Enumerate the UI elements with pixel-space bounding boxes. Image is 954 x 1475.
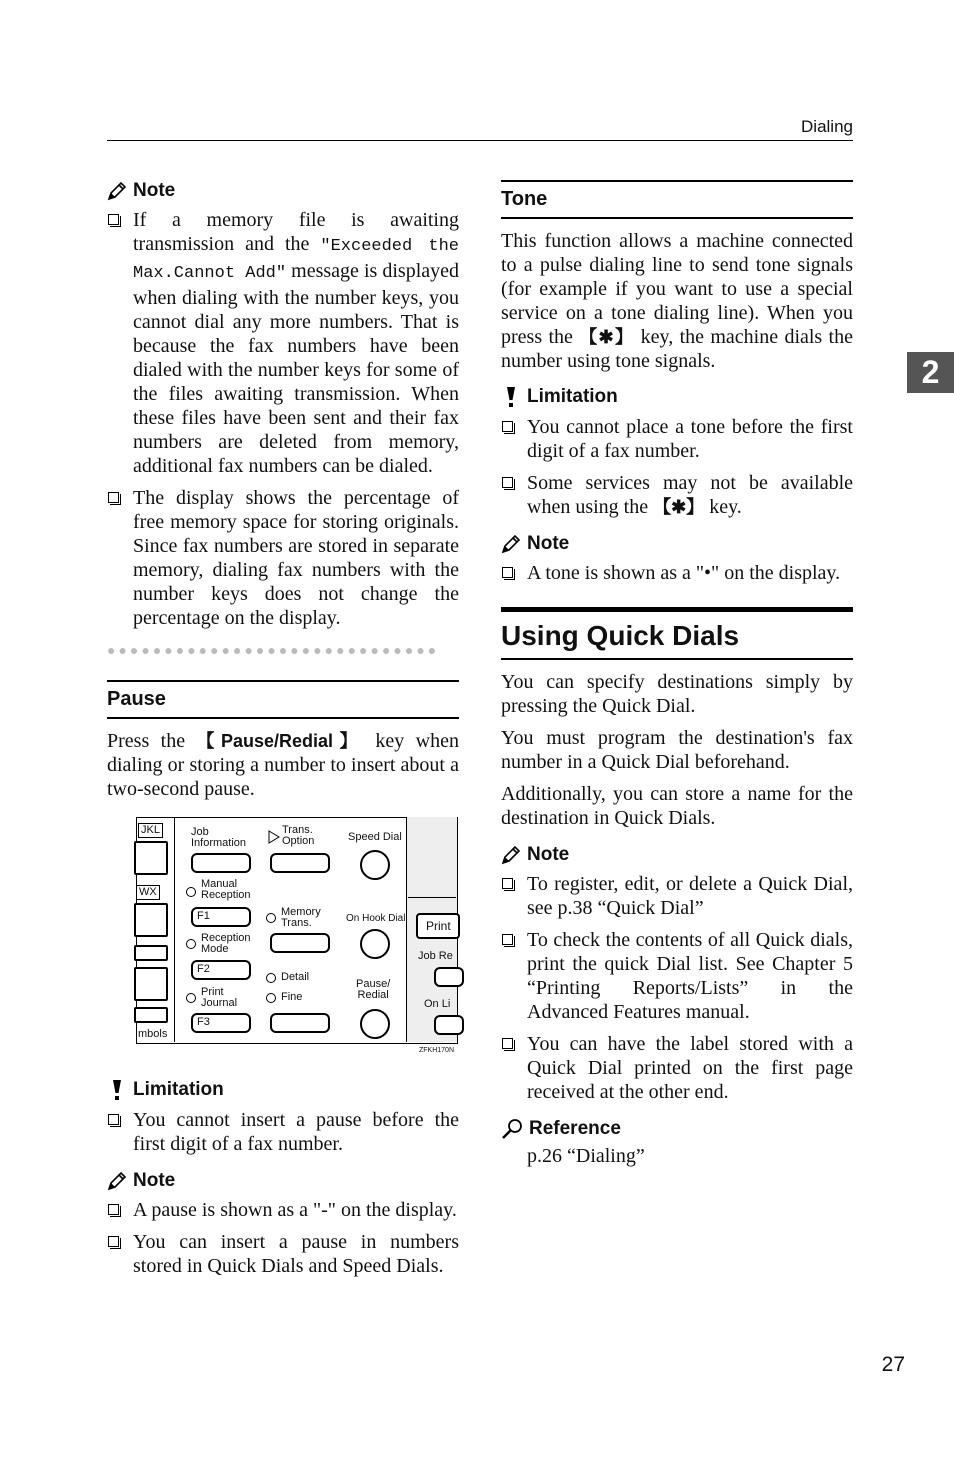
header-rule — [107, 140, 853, 141]
text-span: F3 — [197, 1016, 210, 1028]
trans-option-key[interactable] — [270, 853, 330, 873]
on-hook-dial-label: On Hook Dial — [346, 913, 406, 924]
quick-dials-paragraph: You must program the destination's fax number in a Quick Dial beforehand. — [501, 727, 853, 773]
text-span: This function allows a machine connected to a pulse dialing line to send tone signals (for example if you want to use a special service on a tone dialing line). When you press the — [501, 230, 853, 348]
note-item — [501, 1032, 853, 1104]
note-item — [107, 1198, 459, 1222]
pencil-icon — [501, 534, 521, 554]
memory-trans-key[interactable] — [270, 933, 330, 953]
exclamation-icon — [501, 385, 521, 409]
note-item — [501, 928, 853, 1024]
text-span: Reception — [201, 932, 251, 944]
text-span: F2 — [197, 963, 210, 975]
checkbox-bullet-icon — [502, 934, 513, 945]
text-span: Pause/ — [356, 978, 391, 990]
pencil-icon — [501, 845, 521, 865]
text-span: If a memory file is awaiting transmission and the — [133, 209, 459, 255]
note-item — [501, 561, 853, 585]
text-span: Reference — [529, 1118, 621, 1139]
note-item — [107, 486, 459, 630]
on-line-label: On Li — [424, 998, 451, 1010]
section-title: Using Quick Dials — [501, 607, 853, 660]
figure-code: ZFKH170N — [419, 1047, 455, 1054]
led-indicator-icon — [186, 939, 196, 949]
pause-heading: Pause — [107, 680, 459, 719]
note-item — [107, 208, 459, 478]
text-span: Note — [527, 844, 570, 865]
chapter-tab: 2 — [907, 352, 954, 393]
limitation-item — [501, 471, 853, 519]
note-label — [501, 844, 853, 866]
led-indicator-icon — [266, 913, 276, 923]
print-key[interactable] — [416, 913, 460, 939]
job-info-key[interactable] — [191, 853, 251, 873]
checkbox-bullet-icon — [108, 492, 119, 503]
dotted-separator: ●●●●●●●●●●●●●●●●●●●●●●●●●●●●● — [107, 644, 440, 658]
pencil-icon — [107, 1171, 127, 1191]
checkbox-bullet-icon — [108, 214, 119, 225]
text-span: Some services may not be available when using the — [527, 472, 853, 518]
text-span: Limitation — [527, 386, 618, 407]
note-item — [501, 872, 853, 920]
checkbox-bullet-icon — [502, 477, 513, 488]
job-reset-label: Job Re — [418, 950, 453, 962]
text-span: Trans. — [281, 917, 312, 929]
magnifier-icon — [501, 1118, 523, 1140]
page-number: 27 — [881, 1353, 905, 1376]
number-key — [134, 841, 168, 875]
checkbox-bullet-icon — [502, 878, 513, 889]
text-span: key. — [704, 496, 742, 518]
tone-body — [501, 229, 853, 373]
jkl-label: JKL — [138, 823, 163, 838]
text-span: Print — [426, 919, 451, 933]
text-span: Note — [527, 533, 570, 554]
f2-key[interactable] — [191, 960, 251, 980]
quick-dials-paragraph: You can specify destinations simply by pressing the Quick Dial. — [501, 671, 853, 717]
pencil-icon — [107, 181, 127, 201]
job-reset-key[interactable] — [434, 967, 464, 987]
text-span: Trans. — [282, 824, 313, 836]
note-label-text: Note — [133, 180, 176, 201]
text-span: Memory — [281, 906, 321, 918]
symbols-label: mbols — [138, 1028, 168, 1040]
text-span: Redial — [357, 989, 389, 1001]
text-span: Reception — [201, 889, 251, 901]
fine-key[interactable] — [270, 1013, 330, 1033]
led-indicator-icon — [186, 993, 196, 1003]
on-hook-dial-button[interactable] — [360, 929, 390, 959]
pause-redial-key: 【Pause/Redial】 — [196, 731, 364, 751]
limitation-item — [107, 1108, 459, 1156]
speed-dial-label: Speed Dial — [348, 831, 402, 843]
note-label — [107, 1170, 459, 1192]
led-indicator-icon — [266, 973, 276, 983]
text-span: Journal — [201, 997, 238, 1009]
text-span: You can insert a pause in numbers stored in Quick Dials and Speed Dials. — [133, 1231, 459, 1277]
trans-option-label — [282, 825, 314, 847]
text-span: The display shows the percentage of free memory space for storing originals. Since fax numbers are stored in separate memory, dialing fax numbers with the number keys does not change the percentage on the display. — [133, 487, 459, 629]
tone-heading: Tone — [501, 180, 853, 219]
checkbox-bullet-icon — [108, 1204, 119, 1215]
note-label — [107, 180, 459, 202]
control-panel-figure — [136, 817, 458, 1054]
speed-dial-button[interactable] — [360, 850, 390, 880]
note-label — [501, 533, 853, 555]
wx-label: WX — [136, 885, 160, 900]
text-span: Manual — [201, 878, 238, 890]
checkbox-bullet-icon — [502, 567, 513, 578]
memory-trans-label — [281, 907, 321, 929]
note-item — [107, 1230, 459, 1278]
text-span: key, the machine dials the number using tone signals. — [501, 326, 853, 372]
reference-label — [501, 1118, 853, 1140]
text-span: A tone is shown as a "•" on the display. — [527, 562, 841, 584]
triangle-icon — [268, 830, 280, 844]
limitation-label — [501, 385, 853, 409]
tone-key: 【✱】 — [653, 497, 705, 517]
text-span: Information — [191, 837, 247, 849]
tone-key: 【✱】 — [579, 327, 635, 347]
limitation-label — [107, 1078, 459, 1102]
right-column — [501, 180, 853, 1168]
job-info-label — [191, 827, 246, 849]
running-header: Dialing — [801, 117, 853, 136]
f1-key[interactable] — [191, 907, 251, 927]
manual-reception-label — [201, 879, 251, 901]
led-indicator-icon — [186, 887, 196, 897]
checkbox-bullet-icon — [502, 421, 513, 432]
pause-redial-label — [356, 979, 390, 1001]
message-code: "Exceeded the Max.Cannot Add" — [133, 237, 459, 283]
text-span: key when dialing or storing a number to insert about a two-second pause. — [107, 730, 459, 800]
quick-dials-paragraph: Additionally, you can store a name for the destination in Quick Dials. — [501, 783, 853, 829]
text-span: Mode — [201, 943, 229, 955]
number-key — [134, 1007, 168, 1023]
checkbox-bullet-icon — [108, 1236, 119, 1247]
text-span: Print — [201, 986, 224, 998]
number-key — [134, 967, 168, 1001]
reference-link[interactable]: p.26 “Dialing” — [527, 1145, 645, 1167]
number-key — [134, 945, 168, 961]
text-span: A pause is shown as a "-" on the display. — [133, 1199, 457, 1221]
text-span: Limitation — [133, 1079, 224, 1100]
left-column — [107, 178, 459, 1278]
print-journal-label — [201, 987, 237, 1009]
checkbox-bullet-icon — [502, 1038, 513, 1049]
f3-key[interactable] — [191, 1013, 251, 1033]
text-span: Job — [191, 826, 209, 838]
text-span: You cannot place a tone before the first digit of a fax number. — [527, 416, 853, 462]
text-span: Note — [133, 1170, 176, 1191]
number-key — [134, 903, 168, 937]
text-span: F1 — [197, 910, 210, 922]
text-span: You can have the label stored with a Quick Dial printed on the first page received at the other end. — [527, 1033, 853, 1103]
text-span: Press the — [107, 730, 197, 752]
exclamation-icon — [107, 1078, 127, 1102]
checkbox-bullet-icon — [108, 1114, 119, 1125]
text-span: You cannot insert a pause before the first digit of a fax number. — [133, 1109, 459, 1155]
fine-label: Fine — [281, 991, 303, 1003]
reception-mode-label — [201, 933, 251, 955]
text-span: message is displayed when dialing with the number keys, you cannot dial any more numbers. That is because the fax numbers have been dialed with the number keys for some of the files awaiting transmission. When these files have been sent and their fax numbers are deleted from memory, additional fax numbers can be dialed. — [133, 260, 460, 477]
text-span: Option — [282, 835, 315, 847]
panel-right-frame — [408, 897, 456, 898]
led-indicator-icon — [266, 993, 276, 1003]
on-line-key[interactable] — [434, 1015, 464, 1035]
pause-body — [107, 729, 459, 801]
text-span: To check the contents of all Quick dials, print the quick Dial list. See Chapter 5 “Printing Reports/Lists” in the Advanced Features manual. — [527, 929, 853, 1023]
pause-redial-button[interactable] — [360, 1009, 390, 1039]
detail-label: Detail — [281, 971, 310, 983]
limitation-item — [501, 415, 853, 463]
text-span: To register, edit, or delete a Quick Dial, see p.38 “Quick Dial” — [527, 873, 853, 919]
